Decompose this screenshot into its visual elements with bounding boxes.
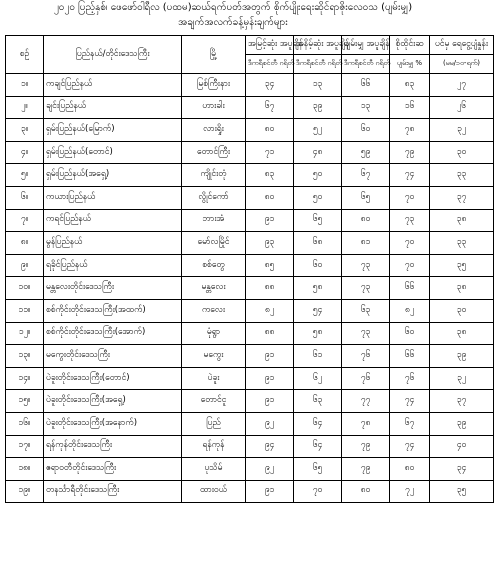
- cell-city: မကွေး: [182, 345, 246, 368]
- table-row: [6, 412, 494, 435]
- cell-avg: ၅၉: [342, 141, 390, 164]
- unit-min-temp: ဒီကရီစင်တီ ဂရိတ်: [294, 55, 342, 74]
- cell-humidity: ၈၃: [390, 74, 430, 97]
- cell-max: ၈၀: [246, 119, 294, 142]
- table-row: [6, 119, 494, 142]
- cell-max: ၉၂: [246, 458, 294, 481]
- cell-rain: ၃၉: [430, 345, 494, 368]
- cell-humidity: ၇၉: [390, 141, 430, 164]
- unit-humidity: ပျမ်းမျှ %: [390, 55, 430, 74]
- cell-max: ၉၁: [246, 209, 294, 232]
- cell-state: ရန်ကုန်တိုင်းဒေသကြီး: [44, 435, 182, 458]
- cell-rain: ၃၀: [430, 141, 494, 164]
- cell-max: ၉၁: [246, 367, 294, 390]
- title-line-1: ၂၀၂၀ ပြည့်နှစ်၊ ဖေဖော်ဝါရီလ (ပထမ)ဆယ်ရက်ပတ်အတွက် စိုက်ပျိုးရေးဆိုင်ရာဇိုးလေ၀သ (ပျမ်းမျှ): [53, 2, 413, 13]
- cell-humidity: ၇၀: [390, 232, 430, 255]
- cell-city: ရန်ကုန်: [182, 435, 246, 458]
- cell-min: ၅၄: [294, 299, 342, 322]
- cell-state: ချင်းပြည်နယ်: [44, 96, 182, 119]
- cell-max: ၈၅: [246, 254, 294, 277]
- cell-state: မန္တလေးတိုင်းဒေသကြီး: [44, 277, 182, 300]
- cell-rain: ၃၇: [430, 186, 494, 209]
- cell-min: ၆၂: [294, 367, 342, 390]
- cell-no: ၁၁။: [6, 299, 44, 322]
- cell-city: ကလေး: [182, 299, 246, 322]
- header-rain: ပင်မှ ရေငွေ့ပျံနှုန်း: [430, 36, 494, 55]
- cell-avg: ၆၃: [342, 299, 390, 322]
- cell-humidity: ၁၆: [390, 96, 430, 119]
- cell-no: ၂။: [6, 96, 44, 119]
- cell-min: ၅၈: [294, 322, 342, 345]
- cell-humidity: ၈၂: [390, 299, 430, 322]
- cell-max: ၉၄: [246, 435, 294, 458]
- cell-max: ၈၈: [246, 322, 294, 345]
- cell-avg: ၇၈: [342, 412, 390, 435]
- cell-min: ၃၉: [294, 96, 342, 119]
- cell-avg: ၇၉: [342, 458, 390, 481]
- cell-humidity: ၆၀: [390, 322, 430, 345]
- header-humidity: စိုထိုင်းဆ: [390, 36, 430, 55]
- table-row: [6, 209, 494, 232]
- cell-humidity: ၇၃: [390, 209, 430, 232]
- cell-rain: ၃၀: [430, 299, 494, 322]
- cell-min: ၁၃: [294, 74, 342, 97]
- cell-avg: ၈၁: [342, 232, 390, 255]
- cell-min: ၆၀: [294, 254, 342, 277]
- cell-rain: ၃၂: [430, 367, 494, 390]
- cell-avg: ၇၃: [342, 254, 390, 277]
- cell-avg: ၇၆: [342, 367, 390, 390]
- cell-city: မော်လမြိုင်: [182, 232, 246, 255]
- table-row: [6, 74, 494, 97]
- table-row: [6, 164, 494, 187]
- cell-no: ၄။: [6, 141, 44, 164]
- cell-avg: ၇၃: [342, 322, 390, 345]
- cell-state: ကရင်ပြည်နယ်: [44, 209, 182, 232]
- cell-humidity: ၇၆: [390, 367, 430, 390]
- cell-rain: ၃၈: [430, 209, 494, 232]
- cell-no: ၉။: [6, 254, 44, 277]
- cell-min: ၆၄: [294, 435, 342, 458]
- table-row: [6, 390, 494, 413]
- header-city: မြို့: [182, 36, 246, 74]
- cell-rain: ၄၀: [430, 435, 494, 458]
- cell-city: ပြည်: [182, 412, 246, 435]
- cell-avg: ၇၉: [342, 435, 390, 458]
- cell-no: ၁၅။: [6, 390, 44, 413]
- cell-max: ၈၈: [246, 277, 294, 300]
- cell-no: ၁။: [6, 74, 44, 97]
- cell-avg: ၇၃: [342, 277, 390, 300]
- cell-rain: ၃၃: [430, 232, 494, 255]
- table-row: [6, 254, 494, 277]
- cell-min: ၇၀: [294, 480, 342, 503]
- cell-rain: ၂၆: [430, 96, 494, 119]
- cell-max: ၉၁: [246, 480, 294, 503]
- table-row: [6, 96, 494, 119]
- document-title: [0, 0, 466, 30]
- cell-max: ၇၁: [246, 141, 294, 164]
- cell-rain: ၂၇: [430, 74, 494, 97]
- table-row: [6, 458, 494, 481]
- cell-state: မကွေးတိုင်းဒေသကြီး: [44, 345, 182, 368]
- cell-avg: ၁၃: [342, 96, 390, 119]
- cell-city: လွိုင်ကော်: [182, 186, 246, 209]
- cell-no: ၁၀။: [6, 277, 44, 300]
- cell-humidity: ၇၀: [390, 186, 430, 209]
- cell-min: ၆၄: [294, 412, 342, 435]
- cell-no: ၅။: [6, 164, 44, 187]
- cell-city: တောင်ငူ: [182, 390, 246, 413]
- cell-state: ပဲခူးတိုင်းဒေသကြီး(အနောက်): [44, 412, 182, 435]
- cell-avg: ၆၆: [342, 74, 390, 97]
- cell-no: ၁၂။: [6, 322, 44, 345]
- cell-max: ၈၀: [246, 186, 294, 209]
- cell-city: တောင်ကြီး: [182, 141, 246, 164]
- cell-no: ၁၇။: [6, 435, 44, 458]
- cell-city: မုံရွာ: [182, 322, 246, 345]
- table-row: [6, 232, 494, 255]
- cell-humidity: ၇၄: [390, 164, 430, 187]
- unit-rain: (မမ/၁၀-ရက်): [430, 55, 494, 74]
- cell-avg: ၈၀: [342, 480, 390, 503]
- cell-state: ရှမ်းပြည်နယ်(မြောက်): [44, 119, 182, 142]
- cell-humidity: ၆၇: [390, 412, 430, 435]
- cell-min: ၄၈: [294, 141, 342, 164]
- table-row: [6, 299, 494, 322]
- cell-state: ကချင်ပြည်နယ်: [44, 74, 182, 97]
- cell-city: မြစ်ကြီးနား: [182, 74, 246, 97]
- cell-state: ပဲခူးတိုင်းဒေသကြီး(အရှေ့): [44, 390, 182, 413]
- cell-no: ၁၃။: [6, 345, 44, 368]
- table-row: [6, 367, 494, 390]
- cell-no: ၁၈။: [6, 458, 44, 481]
- table-header: [6, 36, 494, 74]
- cell-state: မွန်ပြည်နယ်: [44, 232, 182, 255]
- unit-avg-temp: ဒီကရီစင်တီ ဂရိတ်: [342, 55, 390, 74]
- cell-min: ၅၀: [294, 186, 342, 209]
- cell-no: ၁၆။: [6, 412, 44, 435]
- cell-min: ၆၈: [294, 232, 342, 255]
- table-row: [6, 141, 494, 164]
- cell-state: ရှမ်းပြည်နယ်(အရှေ့): [44, 164, 182, 187]
- cell-city: ဘားအံ: [182, 209, 246, 232]
- cell-city: ဟားခါး: [182, 96, 246, 119]
- cell-state: ဧရာဝတီတိုင်းဒေသကြီး: [44, 458, 182, 481]
- cell-avg: ၆၅: [342, 186, 390, 209]
- cell-max: ၈၂: [246, 299, 294, 322]
- cell-avg: ၈၀: [342, 209, 390, 232]
- cell-humidity: ၈၀: [390, 458, 430, 481]
- table-row: [6, 277, 494, 300]
- cell-rain: ၃၈: [430, 277, 494, 300]
- cell-humidity: ၇၄: [390, 390, 430, 413]
- cell-min: ၅၂: [294, 119, 342, 142]
- cell-no: ၈။: [6, 232, 44, 255]
- cell-rain: ၃၅: [430, 254, 494, 277]
- cell-min: ၆၃: [294, 390, 342, 413]
- header-no: စဉ်: [6, 36, 44, 74]
- cell-humidity: ၇၀: [390, 254, 430, 277]
- cell-avg: ၇၇: [342, 390, 390, 413]
- cell-city: စစ်တွေ: [182, 254, 246, 277]
- cell-max: ၉၁: [246, 345, 294, 368]
- table-row: [6, 345, 494, 368]
- cell-max: ၉၂: [246, 412, 294, 435]
- cell-rain: ၃၇: [430, 390, 494, 413]
- cell-city: လားရှိုး: [182, 119, 246, 142]
- weather-table: [5, 35, 494, 503]
- cell-avg: ၆၀: [342, 119, 390, 142]
- cell-rain: ၃၄: [430, 458, 494, 481]
- cell-min: ၆၅: [294, 209, 342, 232]
- cell-humidity: ၆၆: [390, 277, 430, 300]
- cell-min: ၆၁: [294, 345, 342, 368]
- cell-min: ၅၀: [294, 164, 342, 187]
- cell-city: မန္တလေး: [182, 277, 246, 300]
- cell-rain: ၃၉: [430, 412, 494, 435]
- cell-city: ကျိုင်းတုံ: [182, 164, 246, 187]
- cell-no: ၆။: [6, 186, 44, 209]
- title-line-2: အချက်အလက်ခန့်မှန်းချက်များ: [178, 17, 288, 28]
- header-min-temp: အနိမ့်ဆုံး အပူချိန်: [294, 36, 342, 55]
- cell-no: ၁၉။: [6, 480, 44, 503]
- cell-humidity: ၆၆: [390, 345, 430, 368]
- cell-city: ထားဝယ်: [182, 480, 246, 503]
- cell-humidity: ၇၂: [390, 480, 430, 503]
- cell-state: ကယားပြည်နယ်: [44, 186, 182, 209]
- table-row: [6, 435, 494, 458]
- table-row: [6, 186, 494, 209]
- unit-max-temp: ဒီကရီစင်တီ ဂရိတ်: [246, 55, 294, 74]
- cell-humidity: ၇၈: [390, 119, 430, 142]
- table-body: [6, 74, 494, 503]
- cell-rain: ၃၈: [430, 322, 494, 345]
- cell-max: ၉၁: [246, 390, 294, 413]
- cell-max: ၉၃: [246, 232, 294, 255]
- cell-min: ၆၅: [294, 458, 342, 481]
- cell-avg: ၇၆: [342, 345, 390, 368]
- table-row: [6, 480, 494, 503]
- cell-max: ၈၃: [246, 164, 294, 187]
- cell-city: ပဲခူး: [182, 367, 246, 390]
- cell-rain: ၃၅: [430, 480, 494, 503]
- cell-min: ၅၈: [294, 277, 342, 300]
- cell-rain: ၃၂: [430, 119, 494, 142]
- cell-rain: ၃၃: [430, 164, 494, 187]
- cell-state: ပဲခူးတိုင်းဒေသကြီး(တောင်): [44, 367, 182, 390]
- header-avg-temp: ပျမ်းမျှ အပူချိန်: [342, 36, 390, 55]
- cell-no: ၃။: [6, 119, 44, 142]
- cell-avg: ၆၇: [342, 164, 390, 187]
- cell-max: ၃၄: [246, 74, 294, 97]
- cell-no: ၁၄။: [6, 367, 44, 390]
- cell-state: စစ်ကိုင်းတိုင်းဒေသကြီး(အထက်): [44, 299, 182, 322]
- cell-city: ပုသိမ်: [182, 458, 246, 481]
- cell-state: တနင်္သာရီတိုင်းဒေသကြီး: [44, 480, 182, 503]
- table-row: [6, 322, 494, 345]
- cell-state: ရှမ်းပြည်နယ်(တောင်): [44, 141, 182, 164]
- cell-no: ၇။: [6, 209, 44, 232]
- cell-humidity: ၇၄: [390, 435, 430, 458]
- header-state: ပြည်နယ်/တိုင်းဒေသကြီး: [44, 36, 182, 74]
- cell-max: ၆၇: [246, 96, 294, 119]
- header-max-temp: အမြင့်ဆုံး အပူချိန်: [246, 36, 294, 55]
- cell-state: ရခိုင်ပြည်နယ်: [44, 254, 182, 277]
- cell-state: စစ်ကိုင်းတိုင်းဒေသကြီး(အောက်): [44, 322, 182, 345]
